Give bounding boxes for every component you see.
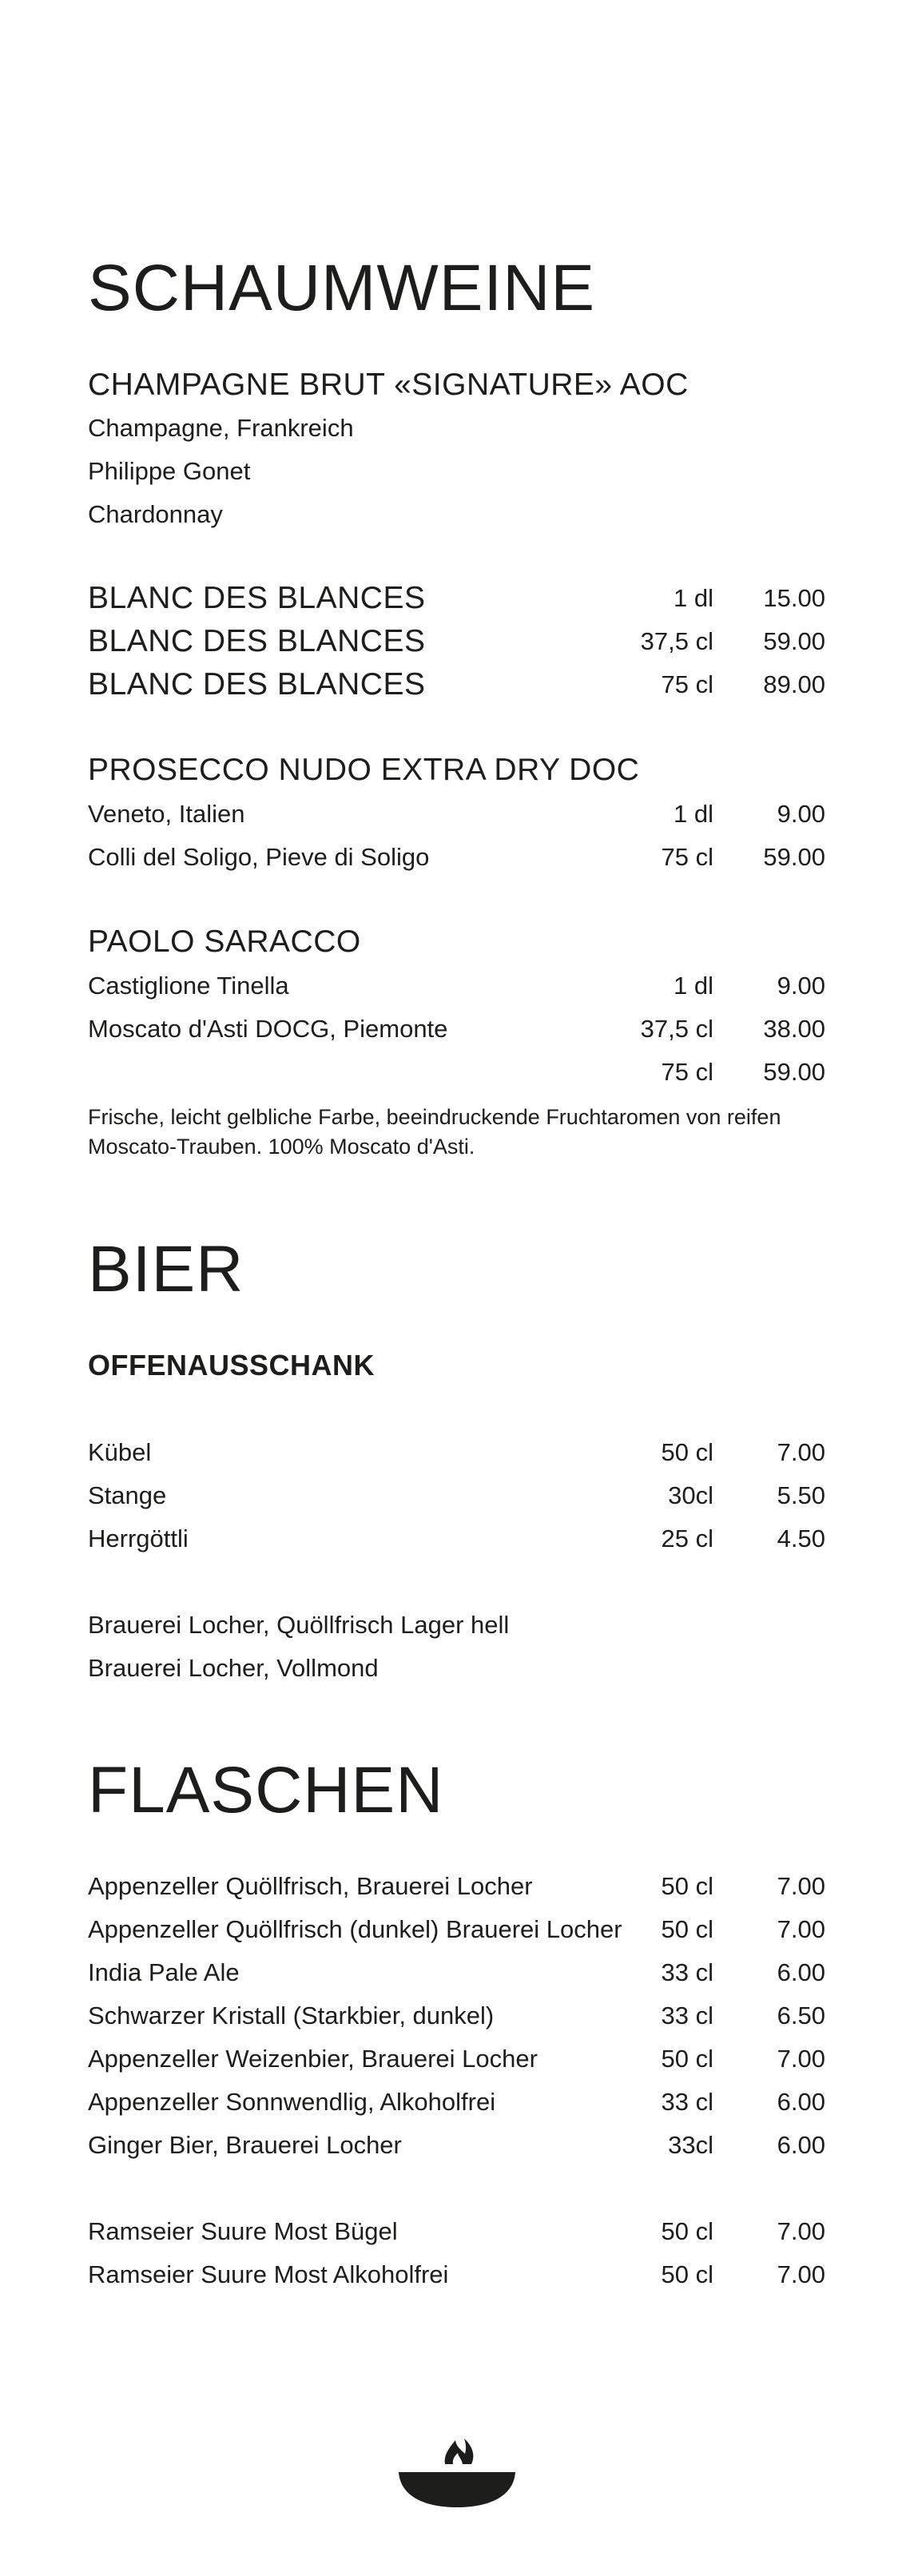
item-price: 5.50	[777, 1481, 825, 1509]
item-name: Schwarzer Kristall (Starkbier, dunkel)	[88, 2002, 495, 2029]
item-name: Herrgöttli	[88, 1525, 189, 1552]
item-name: Ramseier Suure Most Bügel	[88, 2217, 398, 2245]
item-name: Appenzeller Quöllfrisch, Brauerei Locher	[88, 1872, 533, 1900]
item-price: 59.00	[763, 627, 825, 655]
fire-bowl-icon	[397, 2426, 517, 2509]
brew-line: Brauerei Locher, Quöllfrisch Lager hell	[88, 1611, 510, 1639]
item-name: BLANC DES BLANCES	[88, 667, 426, 702]
item-volume: 1 dl	[674, 800, 713, 828]
section-title-schaumweine: SCHAUMWEINE	[88, 252, 596, 324]
item-price: 7.00	[777, 2045, 825, 2073]
offenausschank-title: OFFENAUSSCHANK	[88, 1349, 376, 1381]
item-volume: 75 cl	[661, 670, 713, 698]
item-price: 59.00	[763, 1058, 825, 1086]
item-price: 7.00	[777, 1872, 825, 1900]
item-price: 59.00	[763, 843, 825, 871]
item-price: 38.00	[763, 1015, 825, 1043]
item-volume: 37,5 cl	[640, 1015, 713, 1043]
item-price: 9.00	[777, 972, 825, 1000]
item-name: Castiglione Tinella	[88, 972, 289, 1000]
item-price: 89.00	[763, 670, 825, 698]
item-volume: 30cl	[668, 1481, 713, 1509]
item-volume: 75 cl	[661, 843, 713, 871]
item-name: Appenzeller Quöllfrisch (dunkel) Brauerei Locher	[88, 1915, 622, 1943]
item-price: 6.00	[777, 2131, 825, 2159]
item-name: Appenzeller Weizenbier, Brauerei Locher	[88, 2045, 538, 2073]
item-name: Moscato d'Asti DOCG, Piemonte	[88, 1015, 448, 1043]
saracco-note: Frische, leicht gelbliche Farbe, beeindruckende Fruchtaromen von reifen Moscato-Trauben. 100% Moscato d'Asti.	[88, 1105, 781, 1159]
item-name: BLANC DES BLANCES	[88, 581, 426, 615]
item-name: Colli del Soligo, Pieve di Soligo	[88, 843, 430, 871]
item-volume: 75 cl	[661, 1058, 713, 1086]
item-volume: 37,5 cl	[640, 627, 713, 655]
item-price: 7.00	[777, 2217, 825, 2245]
item-price: 6.00	[777, 1958, 825, 1986]
item-volume: 33 cl	[661, 2002, 713, 2029]
item-volume: 50 cl	[661, 2045, 713, 2073]
item-volume: 25 cl	[661, 1525, 713, 1552]
item-name: Appenzeller Sonnwendlig, Alkoholfrei	[88, 2088, 496, 2116]
item-volume: 50 cl	[661, 1438, 713, 1466]
item-volume: 33cl	[668, 2131, 713, 2159]
item-volume: 1 dl	[674, 584, 713, 612]
item-price: 9.00	[777, 800, 825, 828]
item-volume: 33 cl	[661, 2088, 713, 2116]
section-title-flaschen: FLASCHEN	[88, 1754, 444, 1827]
item-price: 15.00	[763, 584, 825, 612]
item-price: 6.50	[777, 2002, 825, 2029]
item-name: India Pale Ale	[88, 1958, 240, 1986]
item-volume: 50 cl	[661, 2217, 713, 2245]
item-name: Ramseier Suure Most Alkoholfrei	[88, 2260, 449, 2288]
champagne-region: Champagne, Frankreich	[88, 414, 354, 442]
item-name: Veneto, Italien	[88, 800, 245, 828]
item-name: Kübel	[88, 1438, 152, 1466]
item-price: 7.00	[777, 1915, 825, 1943]
champagne-grape: Chardonnay	[88, 500, 223, 528]
item-volume: 50 cl	[661, 2260, 713, 2288]
item-price: 7.00	[777, 2260, 825, 2288]
item-volume: 1 dl	[674, 972, 713, 1000]
item-price: 6.00	[777, 2088, 825, 2116]
prosecco-title: PROSECCO NUDO EXTRA DRY DOC	[88, 753, 640, 787]
section-title-bier: BIER	[88, 1233, 244, 1306]
item-name: Stange	[88, 1481, 167, 1509]
item-name: Ginger Bier, Brauerei Locher	[88, 2131, 402, 2159]
item-price: 7.00	[777, 1438, 825, 1466]
item-price: 4.50	[777, 1525, 825, 1552]
saracco-title: PAOLO SARACCO	[88, 924, 361, 959]
brew-line: Brauerei Locher, Vollmond	[88, 1654, 379, 1682]
item-name: BLANC DES BLANCES	[88, 624, 426, 658]
champagne-producer: Philippe Gonet	[88, 457, 251, 485]
item-volume: 50 cl	[661, 1915, 713, 1943]
item-volume: 50 cl	[661, 1872, 713, 1900]
champagne-title: CHAMPAGNE BRUT «SIGNATURE» AOC	[88, 368, 689, 402]
item-volume: 33 cl	[661, 1958, 713, 1986]
